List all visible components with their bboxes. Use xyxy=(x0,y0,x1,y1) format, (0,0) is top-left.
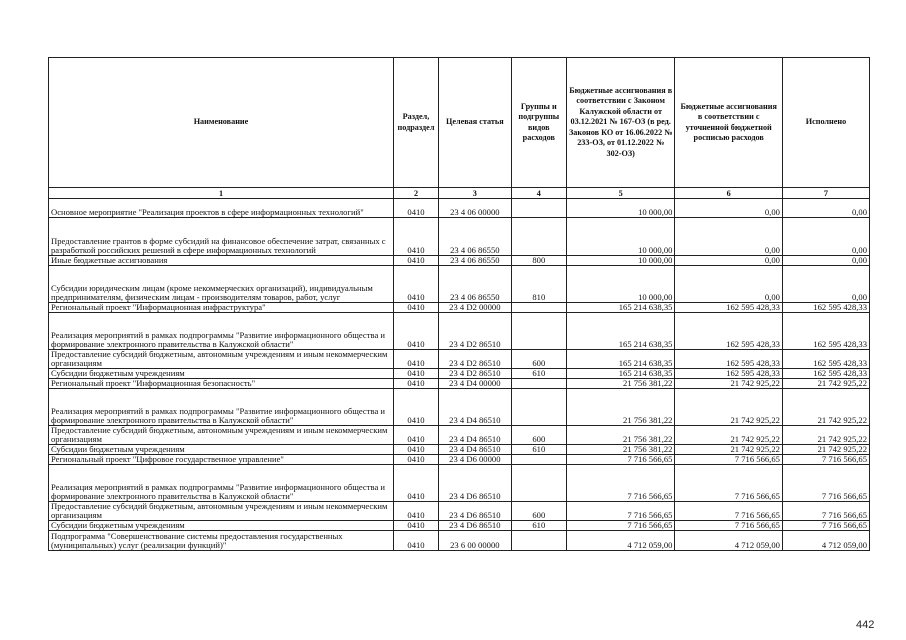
table-row xyxy=(49,350,870,369)
header-section: Раздел, подраздел xyxy=(393,58,438,188)
row-executed-amount: 7 716 566,65 xyxy=(782,455,869,465)
row-section: 0410 xyxy=(393,256,438,266)
row-section: 0410 xyxy=(393,379,438,389)
row-executed-amount: 7 716 566,65 xyxy=(782,465,869,502)
row-expense-group: 600 xyxy=(511,350,566,369)
row-target-article: 23 4 D2 86510 xyxy=(439,350,512,369)
row-target-article: 23 6 00 00000 xyxy=(439,531,512,551)
table-row xyxy=(49,218,870,256)
row-adjusted-amount: 21 742 925,22 xyxy=(675,445,782,455)
header-adjusted: Бюджетные ассигнования в соответствии с уточненной бюджетной росписью расходов xyxy=(675,58,782,188)
header-group: Группы и подгруппы видов расходов xyxy=(511,58,566,188)
row-adjusted-amount: 162 595 428,33 xyxy=(675,303,782,313)
column-number: 7 xyxy=(782,188,869,199)
header-row xyxy=(49,58,870,188)
row-name: Региональный проект "Цифровое государственное управление" xyxy=(49,455,394,465)
row-expense-group xyxy=(511,313,566,350)
row-expense-group xyxy=(511,531,566,551)
row-expense-group xyxy=(511,379,566,389)
row-target-article: 23 4 D2 86510 xyxy=(439,313,512,350)
table-row xyxy=(49,199,870,218)
row-law-amount: 165 214 638,35 xyxy=(566,303,675,313)
row-section: 0410 xyxy=(393,455,438,465)
row-law-amount: 7 716 566,65 xyxy=(566,502,675,521)
row-expense-group: 610 xyxy=(511,369,566,379)
row-name: Субсидии бюджетным учреждениям xyxy=(49,445,394,455)
row-expense-group: 610 xyxy=(511,521,566,531)
row-section: 0410 xyxy=(393,465,438,502)
table-row xyxy=(49,389,870,426)
row-target-article: 23 4 D6 00000 xyxy=(439,455,512,465)
row-executed-amount: 162 595 428,33 xyxy=(782,313,869,350)
row-target-article: 23 4 06 86550 xyxy=(439,256,512,266)
row-law-amount: 4 712 059,00 xyxy=(566,531,675,551)
row-adjusted-amount: 0,00 xyxy=(675,266,782,303)
row-adjusted-amount: 0,00 xyxy=(675,218,782,256)
row-executed-amount: 0,00 xyxy=(782,266,869,303)
row-law-amount: 21 756 381,22 xyxy=(566,445,675,455)
row-law-amount: 10 000,00 xyxy=(566,256,675,266)
row-section: 0410 xyxy=(393,266,438,303)
row-law-amount: 165 214 638,35 xyxy=(566,313,675,350)
table-row xyxy=(49,369,870,379)
row-section: 0410 xyxy=(393,313,438,350)
row-law-amount: 7 716 566,65 xyxy=(566,465,675,502)
row-adjusted-amount: 162 595 428,33 xyxy=(675,350,782,369)
header-target: Целевая статья xyxy=(439,58,512,188)
row-target-article: 23 4 06 00000 xyxy=(439,199,512,218)
row-executed-amount: 162 595 428,33 xyxy=(782,350,869,369)
row-target-article: 23 4 06 86550 xyxy=(439,266,512,303)
row-expense-group xyxy=(511,465,566,502)
row-adjusted-amount: 7 716 566,65 xyxy=(675,502,782,521)
row-name: Региональный проект "Информационная безопасность" xyxy=(49,379,394,389)
table-row xyxy=(49,465,870,502)
row-target-article: 23 4 D6 86510 xyxy=(439,502,512,521)
header-name: Наименование xyxy=(49,58,394,188)
row-name: Региональный проект "Информационная инфраструктура" xyxy=(49,303,394,313)
row-section: 0410 xyxy=(393,389,438,426)
row-expense-group xyxy=(511,303,566,313)
row-executed-amount: 21 742 925,22 xyxy=(782,445,869,455)
row-target-article: 23 4 D4 00000 xyxy=(439,379,512,389)
row-adjusted-amount: 4 712 059,00 xyxy=(675,531,782,551)
row-executed-amount: 21 742 925,22 xyxy=(782,389,869,426)
row-expense-group: 600 xyxy=(511,502,566,521)
column-number: 6 xyxy=(675,188,782,199)
row-name: Подпрограмма "Совершенствование системы предоставления государственных (муниципальных) услуг (реализации функций)" xyxy=(49,531,394,551)
table-row xyxy=(49,445,870,455)
row-adjusted-amount: 7 716 566,65 xyxy=(675,455,782,465)
column-number: 1 xyxy=(49,188,394,199)
row-executed-amount: 4 712 059,00 xyxy=(782,531,869,551)
row-expense-group xyxy=(511,199,566,218)
row-adjusted-amount: 0,00 xyxy=(675,199,782,218)
row-name: Субсидии бюджетным учреждениям xyxy=(49,369,394,379)
row-adjusted-amount: 0,00 xyxy=(675,256,782,266)
row-section: 0410 xyxy=(393,426,438,445)
row-expense-group: 810 xyxy=(511,266,566,303)
row-law-amount: 21 756 381,22 xyxy=(566,426,675,445)
row-executed-amount: 0,00 xyxy=(782,256,869,266)
row-law-amount: 7 716 566,65 xyxy=(566,521,675,531)
row-executed-amount: 162 595 428,33 xyxy=(782,303,869,313)
row-section: 0410 xyxy=(393,199,438,218)
row-target-article: 23 4 D2 86510 xyxy=(439,369,512,379)
column-number: 3 xyxy=(439,188,512,199)
row-law-amount: 10 000,00 xyxy=(566,199,675,218)
table-row xyxy=(49,426,870,445)
table-row xyxy=(49,531,870,551)
column-number: 5 xyxy=(566,188,675,199)
row-name: Предоставление грантов в форме субсидий на финансовое обеспечение затрат, связанных с разработкой российских решений в сфере информационных технологий xyxy=(49,218,394,256)
row-executed-amount: 0,00 xyxy=(782,218,869,256)
row-name: Реализация мероприятий в рамках подпрограммы "Развитие информационного общества и формирование электронного правительства в Калужской области" xyxy=(49,465,394,502)
row-name: Иные бюджетные ассигнования xyxy=(49,256,394,266)
row-law-amount: 165 214 638,35 xyxy=(566,369,675,379)
table-row xyxy=(49,521,870,531)
row-name: Субсидии бюджетным учреждениям xyxy=(49,521,394,531)
row-section: 0410 xyxy=(393,369,438,379)
row-adjusted-amount: 162 595 428,33 xyxy=(675,369,782,379)
row-executed-amount: 0,00 xyxy=(782,199,869,218)
row-law-amount: 7 716 566,65 xyxy=(566,455,675,465)
column-number: 4 xyxy=(511,188,566,199)
row-section: 0410 xyxy=(393,350,438,369)
row-law-amount: 21 756 381,22 xyxy=(566,379,675,389)
row-adjusted-amount: 162 595 428,33 xyxy=(675,313,782,350)
table-row xyxy=(49,256,870,266)
row-section: 0410 xyxy=(393,445,438,455)
row-target-article: 23 4 D4 86510 xyxy=(439,389,512,426)
table-row xyxy=(49,455,870,465)
row-law-amount: 10 000,00 xyxy=(566,266,675,303)
table-row xyxy=(49,266,870,303)
row-expense-group: 610 xyxy=(511,445,566,455)
column-number-row xyxy=(49,188,870,199)
row-target-article: 23 4 D6 86510 xyxy=(439,521,512,531)
row-section: 0410 xyxy=(393,531,438,551)
row-section: 0410 xyxy=(393,502,438,521)
row-adjusted-amount: 21 742 925,22 xyxy=(675,426,782,445)
row-name: Субсидии юридическим лицам (кроме некоммерческих организаций), индивидуальным предпринимателям, физическим лицам - производителям товаров, работ, услуг xyxy=(49,266,394,303)
row-section: 0410 xyxy=(393,521,438,531)
table-row xyxy=(49,379,870,389)
budget-table xyxy=(48,57,870,551)
row-expense-group: 600 xyxy=(511,426,566,445)
row-target-article: 23 4 D6 86510 xyxy=(439,465,512,502)
header-law: Бюджетные ассигнования в соответствии с Законом Калужской области от 03.12.2021 № 167-ОЗ (в ред. Законов КО от 16.06.2022 № 233-ОЗ, от 01.12.2022 № 302-ОЗ) xyxy=(566,58,675,188)
row-law-amount: 10 000,00 xyxy=(566,218,675,256)
table-row xyxy=(49,313,870,350)
row-section: 0410 xyxy=(393,218,438,256)
row-adjusted-amount: 7 716 566,65 xyxy=(675,521,782,531)
row-executed-amount: 7 716 566,65 xyxy=(782,521,869,531)
page-number: 442 xyxy=(856,619,875,631)
row-adjusted-amount: 7 716 566,65 xyxy=(675,465,782,502)
row-expense-group xyxy=(511,455,566,465)
row-executed-amount: 21 742 925,22 xyxy=(782,426,869,445)
row-executed-amount: 7 716 566,65 xyxy=(782,502,869,521)
row-name: Реализация мероприятий в рамках подпрограммы "Развитие информационного общества и формирование электронного правительства в Калужской области" xyxy=(49,389,394,426)
row-executed-amount: 162 595 428,33 xyxy=(782,369,869,379)
header-executed: Исполнено xyxy=(782,58,869,188)
column-number: 2 xyxy=(393,188,438,199)
row-expense-group xyxy=(511,218,566,256)
row-section: 0410 xyxy=(393,303,438,313)
table-body xyxy=(49,199,870,551)
row-law-amount: 21 756 381,22 xyxy=(566,389,675,426)
table-row xyxy=(49,502,870,521)
table-row xyxy=(49,303,870,313)
row-executed-amount: 21 742 925,22 xyxy=(782,379,869,389)
row-name: Предоставление субсидий бюджетным, автономным учреждениям и иным некоммерческим организациям xyxy=(49,350,394,369)
row-name: Основное мероприятие "Реализация проектов в сфере информационных технологий" xyxy=(49,199,394,218)
row-law-amount: 165 214 638,35 xyxy=(566,350,675,369)
row-target-article: 23 4 D4 86510 xyxy=(439,445,512,455)
row-adjusted-amount: 21 742 925,22 xyxy=(675,379,782,389)
row-name: Предоставление субсидий бюджетным, автономным учреждениям и иным некоммерческим организациям xyxy=(49,502,394,521)
row-target-article: 23 4 D2 00000 xyxy=(439,303,512,313)
row-adjusted-amount: 21 742 925,22 xyxy=(675,389,782,426)
row-target-article: 23 4 D4 86510 xyxy=(439,426,512,445)
row-expense-group: 800 xyxy=(511,256,566,266)
row-name: Реализация мероприятий в рамках подпрограммы "Развитие информационного общества и формирование электронного правительства в Калужской области" xyxy=(49,313,394,350)
row-target-article: 23 4 06 86550 xyxy=(439,218,512,256)
row-expense-group xyxy=(511,389,566,426)
row-name: Предоставление субсидий бюджетным, автономным учреждениям и иным некоммерческим организациям xyxy=(49,426,394,445)
